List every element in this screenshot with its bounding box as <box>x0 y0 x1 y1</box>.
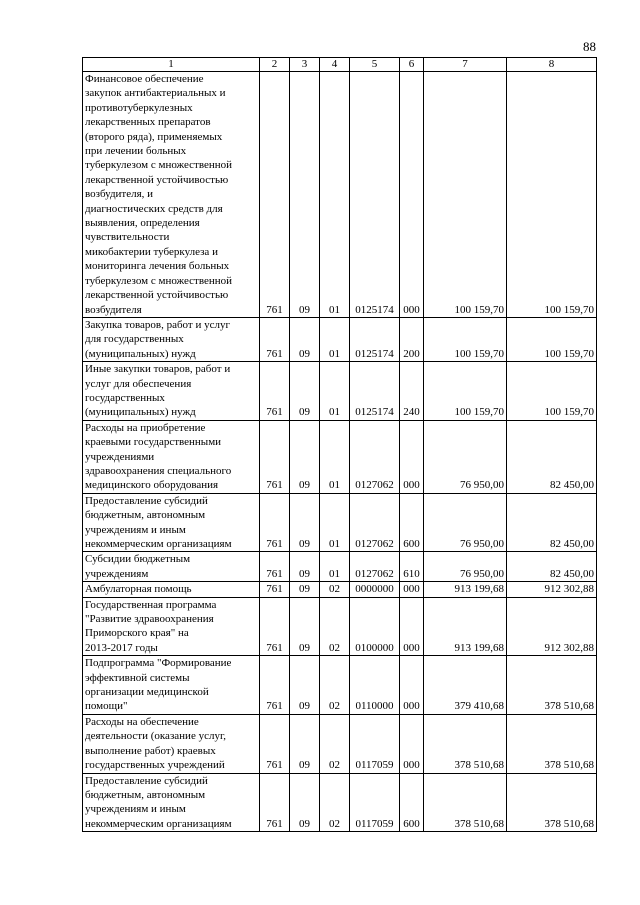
expense-name-line: некоммерческим организациям <box>85 817 232 830</box>
target-article-cell: 0117059 <box>350 773 400 832</box>
column-number-row <box>83 58 597 72</box>
amount-year1-cell: 378 510,68 <box>424 773 507 832</box>
expense-name-cell <box>83 773 260 832</box>
section-code-cell: 09 <box>290 72 320 318</box>
target-article-cell: 0110000 <box>350 656 400 715</box>
expense-name-cell <box>83 493 260 552</box>
expense-name-line: (муниципальных) нужд <box>85 347 196 360</box>
amount-year1-cell: 913 199,68 <box>424 582 507 597</box>
amount-year2-cell: 82 450,00 <box>507 420 597 493</box>
expense-name-line: Государственная программа <box>85 598 217 611</box>
amount-year1-cell: 100 159,70 <box>424 362 507 421</box>
expense-name-line: учреждениям и иным <box>85 803 186 816</box>
subsection-code-cell: 01 <box>320 317 350 361</box>
amount-year1-cell: 100 159,70 <box>424 317 507 361</box>
amount-year1-cell: 378 510,68 <box>424 714 507 773</box>
ministry-code-cell: 761 <box>260 552 290 582</box>
expense-name-line: Амбулаторная помощь <box>85 583 192 596</box>
ministry-code-cell: 761 <box>260 656 290 715</box>
expense-name-line: Финансовое обеспечение <box>85 73 204 85</box>
target-article-cell: 0100000 <box>350 597 400 656</box>
expense-type-cell: 000 <box>400 420 424 493</box>
expense-type-cell: 000 <box>400 597 424 656</box>
expense-name-cell <box>83 362 260 421</box>
expense-name-line: микобактерии туберкулеза и <box>85 245 218 258</box>
expense-name-line: 2013-2017 годы <box>85 641 158 654</box>
column-header: 2 <box>260 58 290 72</box>
expense-name-line: при лечении больных <box>85 145 187 158</box>
page-number: 88 <box>583 39 596 54</box>
amount-year2-cell: 378 510,68 <box>507 714 597 773</box>
column-header: 5 <box>350 58 400 72</box>
expense-type-cell: 000 <box>400 72 424 318</box>
amount-year1-cell: 76 950,00 <box>424 420 507 493</box>
table-row <box>83 582 597 597</box>
expense-name-line: бюджетным, автономным <box>85 509 206 522</box>
section-code-cell: 09 <box>290 656 320 715</box>
expense-type-cell: 000 <box>400 656 424 715</box>
expense-type-cell: 600 <box>400 493 424 552</box>
expense-name-line: (муниципальных) нужд <box>85 406 196 419</box>
target-article-cell: 0125174 <box>350 72 400 318</box>
subsection-code-cell: 02 <box>320 656 350 715</box>
amount-year2-cell: 100 159,70 <box>507 72 597 318</box>
expense-name-line: противотуберкулезных <box>85 101 193 114</box>
subsection-code-cell: 01 <box>320 493 350 552</box>
section-code-cell: 09 <box>290 552 320 582</box>
expense-name-line: лекарственной устойчивостью <box>85 289 229 302</box>
target-article-cell: 0127062 <box>350 493 400 552</box>
amount-year2-cell: 100 159,70 <box>507 362 597 421</box>
ministry-code-cell: 761 <box>260 597 290 656</box>
subsection-code-cell: 02 <box>320 597 350 656</box>
expense-name-cell <box>83 72 260 318</box>
ministry-code-cell: 761 <box>260 773 290 832</box>
amount-year1-cell: 76 950,00 <box>424 493 507 552</box>
amount-year1-cell: 100 159,70 <box>424 72 507 318</box>
ministry-code-cell: 761 <box>260 582 290 597</box>
ministry-code-cell: 761 <box>260 317 290 361</box>
subsection-code-cell: 01 <box>320 420 350 493</box>
section-code-cell: 09 <box>290 582 320 597</box>
table-row <box>83 493 597 552</box>
section-code-cell: 09 <box>290 493 320 552</box>
expense-name-line: деятельности (оказание услуг, <box>85 730 226 743</box>
expense-name-line: Предоставление субсидий <box>85 774 208 787</box>
ministry-code-cell: 761 <box>260 493 290 552</box>
expense-name-line: Предоставление субсидий <box>85 494 208 507</box>
subsection-code-cell: 01 <box>320 552 350 582</box>
expense-type-cell: 000 <box>400 714 424 773</box>
expense-name-line: лекарственной устойчивостью <box>85 173 229 186</box>
expense-type-cell: 610 <box>400 552 424 582</box>
amount-year2-cell: 100 159,70 <box>507 317 597 361</box>
expense-name-line: учреждениям <box>85 567 149 580</box>
expense-name-line: Расходы на приобретение <box>85 421 206 434</box>
expense-type-cell: 600 <box>400 773 424 832</box>
amount-year2-cell: 378 510,68 <box>507 773 597 832</box>
budget-table <box>82 57 597 832</box>
expense-name-cell <box>83 317 260 361</box>
table-row <box>83 714 597 773</box>
section-code-cell: 09 <box>290 597 320 656</box>
expense-type-cell: 000 <box>400 582 424 597</box>
expense-name-cell <box>83 597 260 656</box>
expense-name-line: краевыми государственными <box>85 436 222 449</box>
subsection-code-cell: 02 <box>320 714 350 773</box>
expense-name-line: "Развитие здравоохранения <box>85 613 214 626</box>
expense-name-line: лекарственных препаратов <box>85 116 211 129</box>
section-code-cell: 09 <box>290 362 320 421</box>
expense-name-line: помощи" <box>85 700 128 713</box>
target-article-cell: 0117059 <box>350 714 400 773</box>
expense-type-cell: 240 <box>400 362 424 421</box>
expense-name-line: Приморского края" на <box>85 627 189 640</box>
expense-name-line: Подпрограмма "Формирование <box>85 657 232 670</box>
expense-name-line: государственных <box>85 391 165 404</box>
column-header: 4 <box>320 58 350 72</box>
amount-year2-cell: 82 450,00 <box>507 552 597 582</box>
subsection-code-cell: 02 <box>320 773 350 832</box>
expense-name-line: туберкулезом с множественной <box>85 274 233 287</box>
table-row <box>83 317 597 361</box>
subsection-code-cell: 02 <box>320 582 350 597</box>
expense-name-line: Расходы на обеспечение <box>85 715 199 728</box>
expense-name-line: возбудителя, и <box>85 188 154 201</box>
table-row <box>83 656 597 715</box>
expense-type-cell: 200 <box>400 317 424 361</box>
column-header: 8 <box>507 58 597 72</box>
expense-name-line: Иные закупки товаров, работ и <box>85 363 231 376</box>
target-article-cell: 0125174 <box>350 362 400 421</box>
expense-name-line: выявления, определения <box>85 217 200 230</box>
amount-year1-cell: 76 950,00 <box>424 552 507 582</box>
amount-year2-cell: 378 510,68 <box>507 656 597 715</box>
expense-name-line: учреждениям и иным <box>85 523 186 536</box>
section-code-cell: 09 <box>290 420 320 493</box>
column-header: 7 <box>424 58 507 72</box>
ministry-code-cell: 761 <box>260 362 290 421</box>
expense-name-cell <box>83 714 260 773</box>
table-row <box>83 552 597 582</box>
subsection-code-cell: 01 <box>320 362 350 421</box>
expense-name-line: организации медицинской <box>85 686 209 699</box>
ministry-code-cell: 761 <box>260 72 290 318</box>
table-body <box>83 58 597 832</box>
expense-name-line: здравоохранения специального <box>85 464 232 477</box>
amount-year2-cell: 912 302,88 <box>507 597 597 656</box>
expense-name-line: возбудителя <box>85 303 142 316</box>
expense-name-line: закупок антибактериальных и <box>85 87 226 100</box>
section-code-cell: 09 <box>290 773 320 832</box>
expense-name-line: диагностических средств для <box>85 202 223 215</box>
column-header: 6 <box>400 58 424 72</box>
expense-name-line: некоммерческим организациям <box>85 538 232 550</box>
expense-name-line: учреждениями <box>85 450 155 463</box>
expense-name-line: туберкулезом с множественной <box>85 159 233 172</box>
target-article-cell: 0127062 <box>350 552 400 582</box>
ministry-code-cell: 761 <box>260 714 290 773</box>
target-article-cell: 0000000 <box>350 582 400 597</box>
expense-name-line: бюджетным, автономным <box>85 788 206 801</box>
section-code-cell: 09 <box>290 317 320 361</box>
expense-name-cell <box>83 656 260 715</box>
column-header: 1 <box>83 58 260 72</box>
column-header: 3 <box>290 58 320 72</box>
table-row <box>83 362 597 421</box>
expense-name-line: (второго ряда), применяемых <box>85 130 223 143</box>
amount-year2-cell: 912 302,88 <box>507 582 597 597</box>
amount-year1-cell: 379 410,68 <box>424 656 507 715</box>
table-row <box>83 420 597 493</box>
expense-name-line: мониторинга лечения больных <box>85 260 230 273</box>
expense-name-line: услуг для обеспечения <box>85 377 192 390</box>
table-row <box>83 72 597 318</box>
expense-name-line: для государственных <box>85 333 184 346</box>
expense-name-line: Субсидии бюджетным <box>85 553 191 566</box>
expense-name-line: эффективной системы <box>85 671 190 684</box>
table-row <box>83 597 597 656</box>
target-article-cell: 0125174 <box>350 317 400 361</box>
expense-name-line: медицинского оборудования <box>85 479 219 492</box>
ministry-code-cell: 761 <box>260 420 290 493</box>
expense-name-cell <box>83 552 260 582</box>
amount-year1-cell: 913 199,68 <box>424 597 507 656</box>
table-row <box>83 773 597 832</box>
amount-year2-cell: 82 450,00 <box>507 493 597 552</box>
expense-name-line: выполнение работ) краевых <box>85 744 216 757</box>
target-article-cell: 0127062 <box>350 420 400 493</box>
section-code-cell: 09 <box>290 714 320 773</box>
expense-name-cell <box>83 420 260 493</box>
expense-name-line: государственных учреждений <box>85 759 225 772</box>
expense-name-cell <box>83 582 260 597</box>
expense-name-line: Закупка товаров, работ и услуг <box>85 318 230 331</box>
subsection-code-cell: 01 <box>320 72 350 318</box>
expense-name-line: чувствительности <box>85 231 170 244</box>
